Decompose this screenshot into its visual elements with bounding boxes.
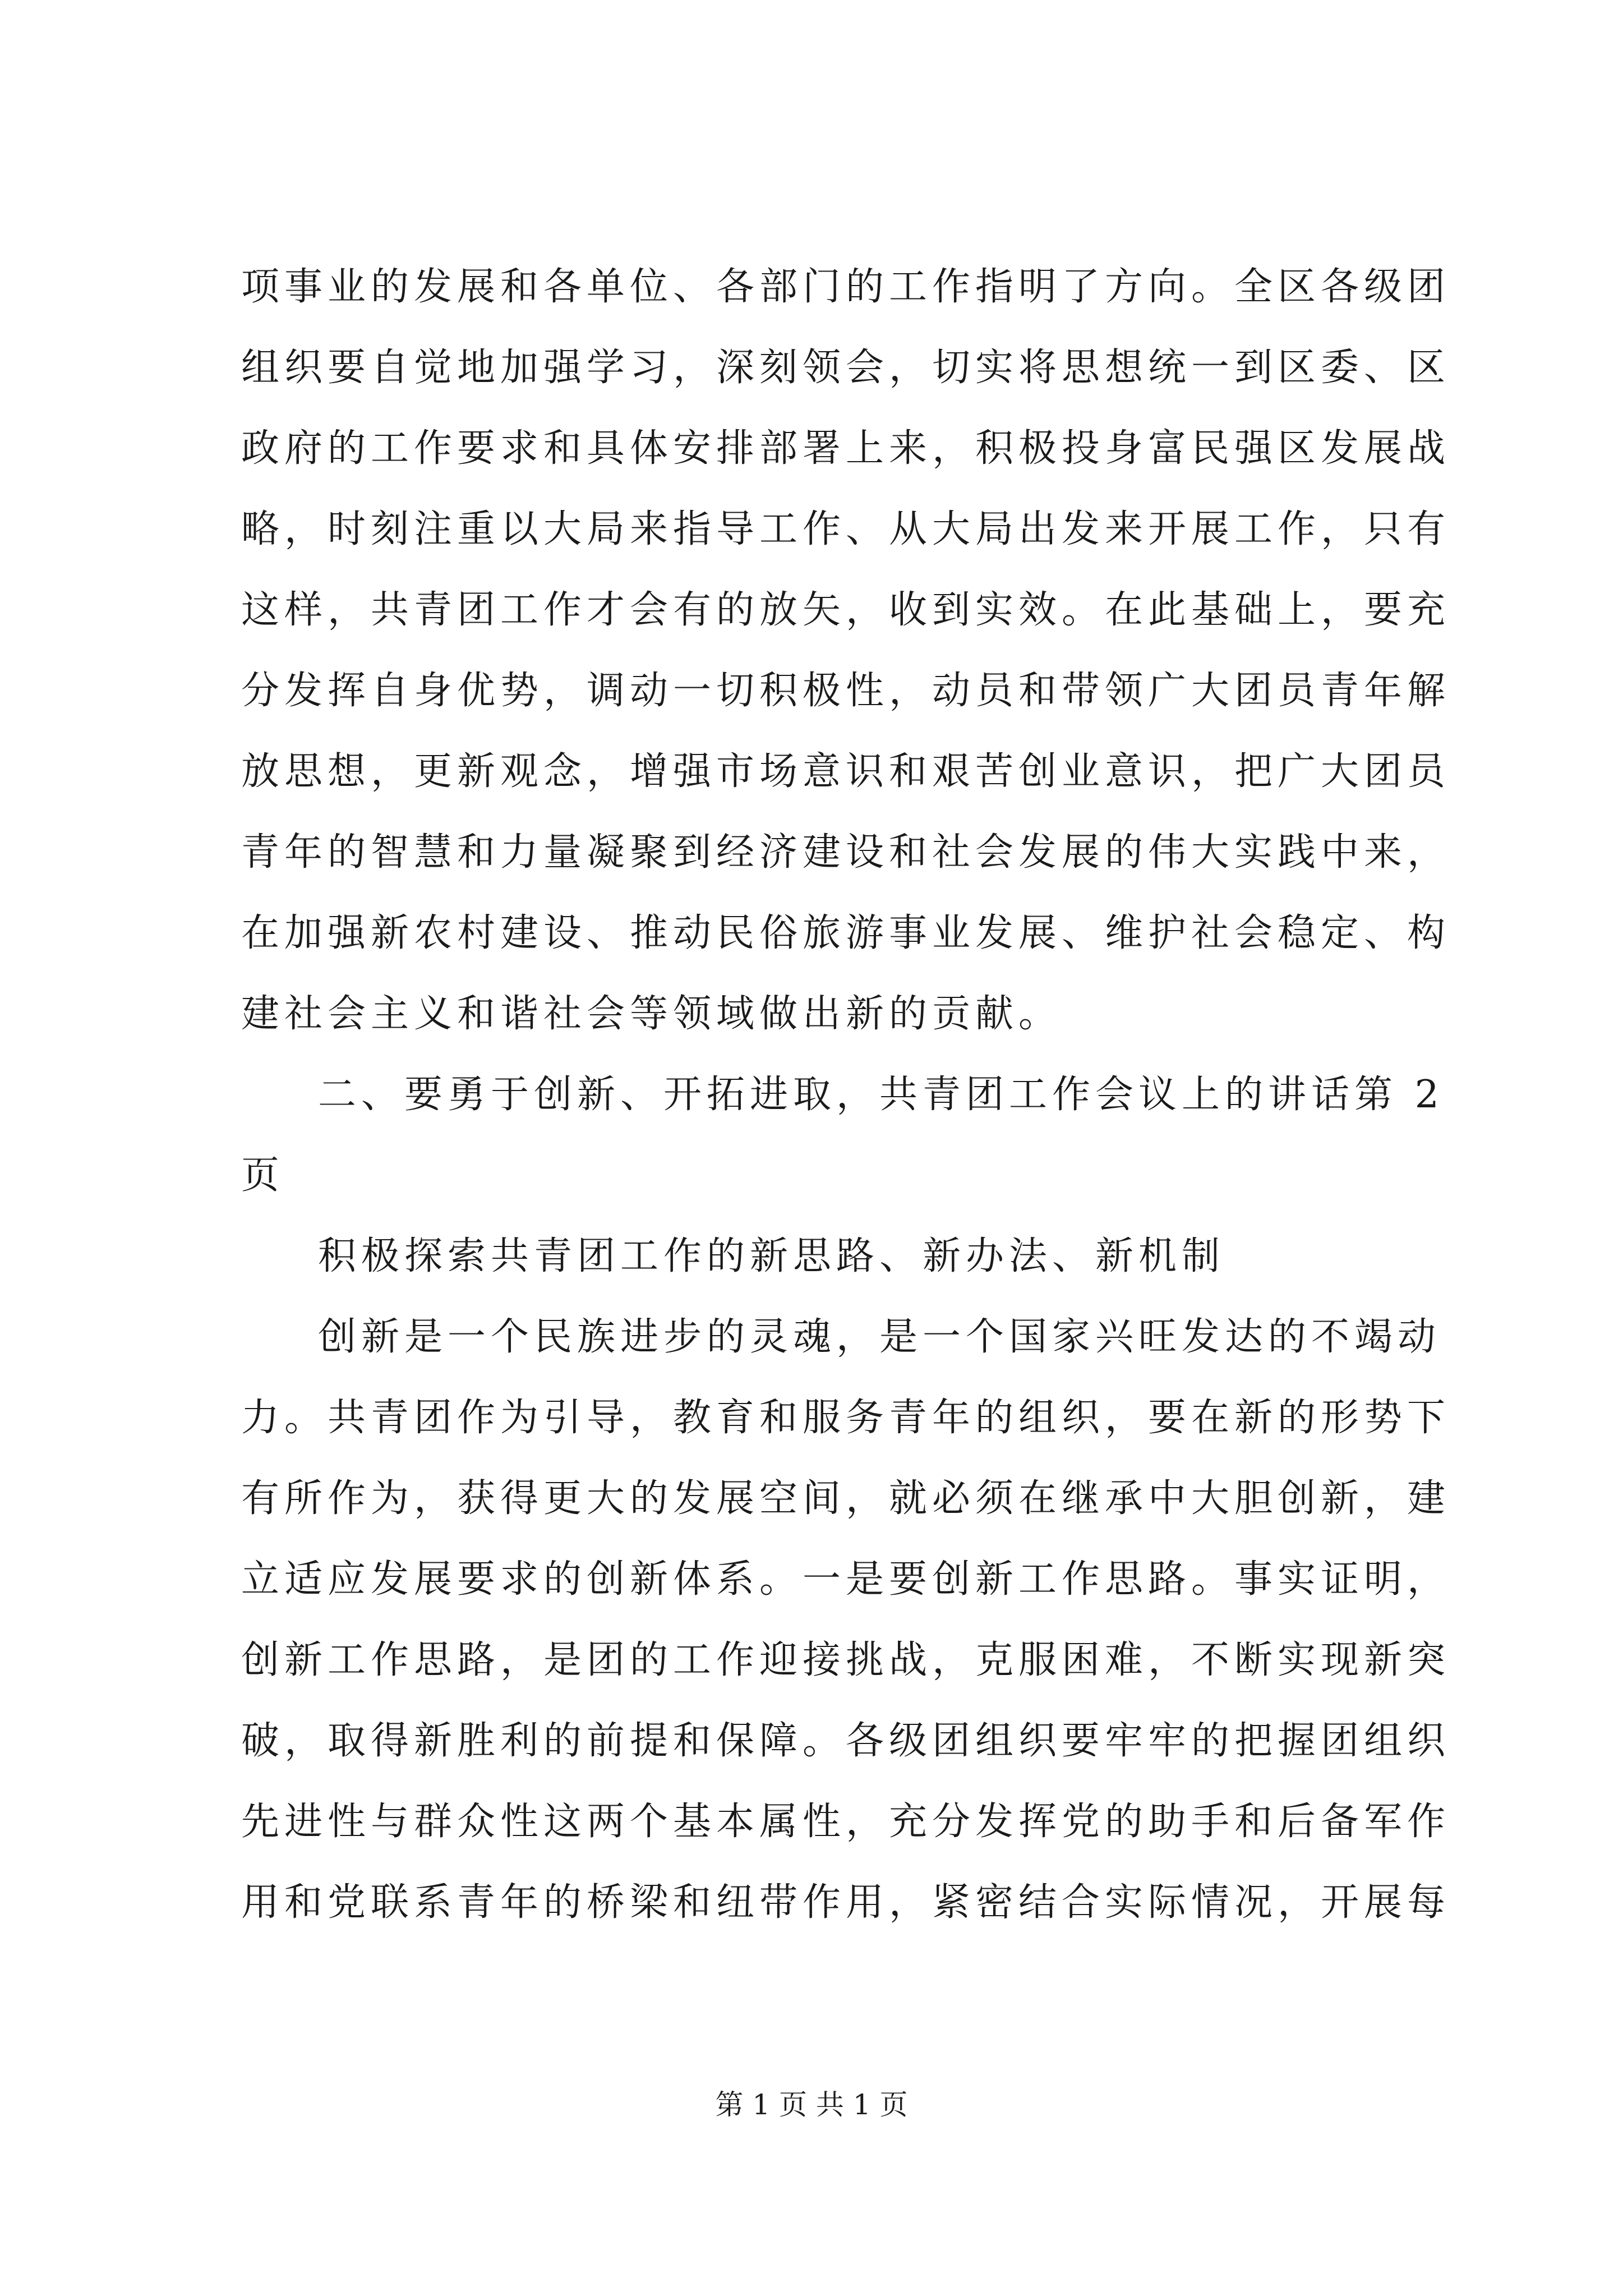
text-line: 这样，共青团工作才会有的放矢，收到实效。在此基础上，要充 bbox=[241, 588, 1451, 632]
body-text bbox=[241, 247, 1451, 1943]
page-number-label: 第 1 页 共 1 页 bbox=[715, 2088, 908, 2121]
text-line: 建社会主义和谐社会等领域做出新的贡献。 bbox=[241, 992, 1062, 1036]
text-line: 放思想，更新观念，增强市场意识和艰苦创业意识，把广大团员 bbox=[241, 749, 1451, 794]
text-line: 组织要自觉地加强学习，深刻领会，切实将思想统一到区委、区 bbox=[241, 346, 1451, 390]
section-heading-continued: 页 bbox=[241, 1153, 285, 1198]
text-line: 项事业的发展和各单位、各部门的工作指明了方向。全区各级团 bbox=[241, 265, 1451, 309]
section-heading: 二、要勇于创新、开拓进取，共青团工作会议上的讲话第 2 bbox=[318, 1073, 1444, 1117]
page-footer bbox=[0, 2082, 1623, 2123]
paragraph-start: 创新是一个民族进步的灵魂，是一个国家兴旺发达的不竭动 bbox=[318, 1315, 1441, 1359]
text-line: 破，取得新胜利的前提和保障。各级团组织要牢牢的把握团组织 bbox=[241, 1719, 1451, 1763]
text-line: 力。共青团作为引导，教育和服务青年的组织，要在新的形势下 bbox=[241, 1396, 1451, 1440]
text-line: 先进性与群众性这两个基本属性，充分发挥党的助手和后备军作 bbox=[241, 1800, 1451, 1844]
section-subheading: 积极探索共青团工作的新思路、新办法、新机制 bbox=[318, 1234, 1225, 1278]
text-line: 有所作为，获得更大的发展空间，就必须在继承中大胆创新，建 bbox=[241, 1476, 1451, 1521]
text-line: 在加强新农村建设、推动民俗旅游事业发展、维护社会稳定、构 bbox=[241, 911, 1451, 955]
text-line: 创新工作思路，是团的工作迎接挑战，克服困难，不断实现新突 bbox=[241, 1638, 1451, 1682]
text-line: 立适应发展要求的创新体系。一是要创新工作思路。事实证明， bbox=[241, 1557, 1451, 1602]
text-line: 略，时刻注重以大局来指导工作、从大局出发来开展工作，只有 bbox=[241, 507, 1451, 551]
text-line: 青年的智慧和力量凝聚到经济建设和社会发展的伟大实践中来， bbox=[241, 830, 1451, 875]
text-line: 用和党联系青年的桥梁和纽带作用，紧密结合实际情况，开展每 bbox=[241, 1880, 1451, 1925]
text-line: 政府的工作要求和具体安排部署上来，积极投身富民强区发展战 bbox=[241, 426, 1451, 471]
text-line: 分发挥自身优势，调动一切积极性，动员和带领广大团员青年解 bbox=[241, 669, 1451, 713]
